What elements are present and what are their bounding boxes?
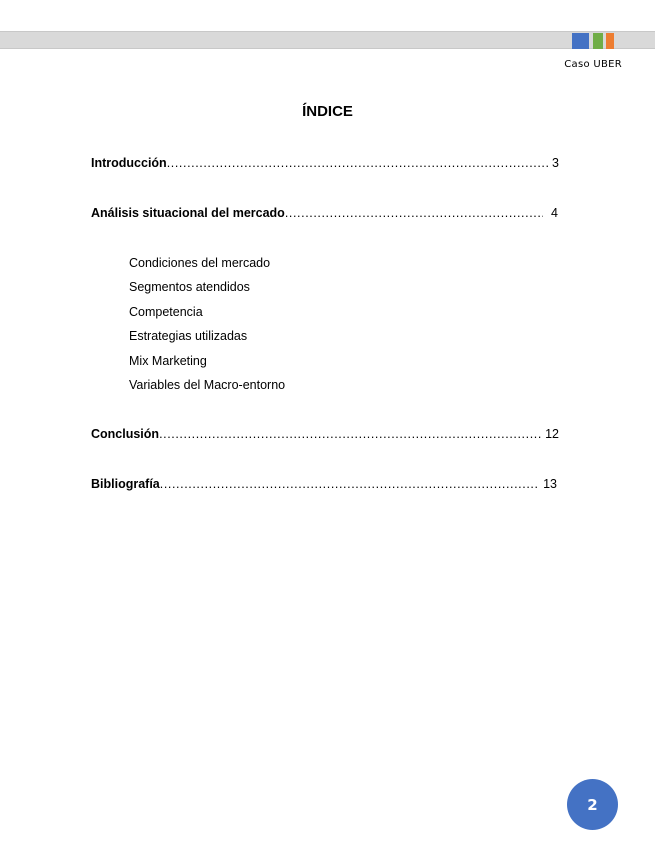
toc-leader-dots [167, 156, 549, 170]
toc-entry-conclusion[interactable] [91, 427, 559, 443]
toc-leader-dots [159, 427, 542, 441]
toc-entry-label: Análisis situacional del mercado [91, 206, 285, 220]
toc-entry-label: Conclusión [91, 427, 160, 441]
header-band [0, 31, 655, 49]
toc-entry-analisis[interactable] [91, 206, 558, 222]
page-title: ÍNDICE [302, 103, 353, 120]
toc-entry-page: 13 [543, 477, 557, 491]
toc-entry-bibliografia[interactable] [91, 477, 557, 493]
document-label: Caso UBER [564, 59, 622, 70]
toc-entry-label: Introducción [91, 156, 167, 170]
toc-entry-page: 3 [552, 156, 559, 170]
subsection-item: Condiciones del mercado [129, 256, 271, 270]
toc-leader-dots [160, 477, 537, 491]
subsection-item: Estrategias utilizadas [129, 329, 248, 344]
subsection-item: Variables del Macro-entorno [129, 377, 286, 392]
toc-entry-label: Bibliografía [91, 477, 160, 491]
toc-entry-page: 4 [551, 206, 558, 220]
subsection-item: Competencia [129, 304, 203, 319]
page-number-badge: 2 [567, 779, 618, 830]
green-swatch [593, 33, 603, 49]
orange-swatch [606, 33, 614, 49]
subsection-item: Mix Marketing [129, 353, 207, 368]
toc-leader-dots [285, 206, 543, 220]
subsection-item: Segmentos atendidos [129, 280, 250, 295]
toc-entry-introduccion[interactable] [91, 156, 559, 172]
subsection-list [129, 255, 285, 401]
toc-entry-page: 12 [545, 427, 559, 441]
blue-swatch [572, 33, 589, 49]
